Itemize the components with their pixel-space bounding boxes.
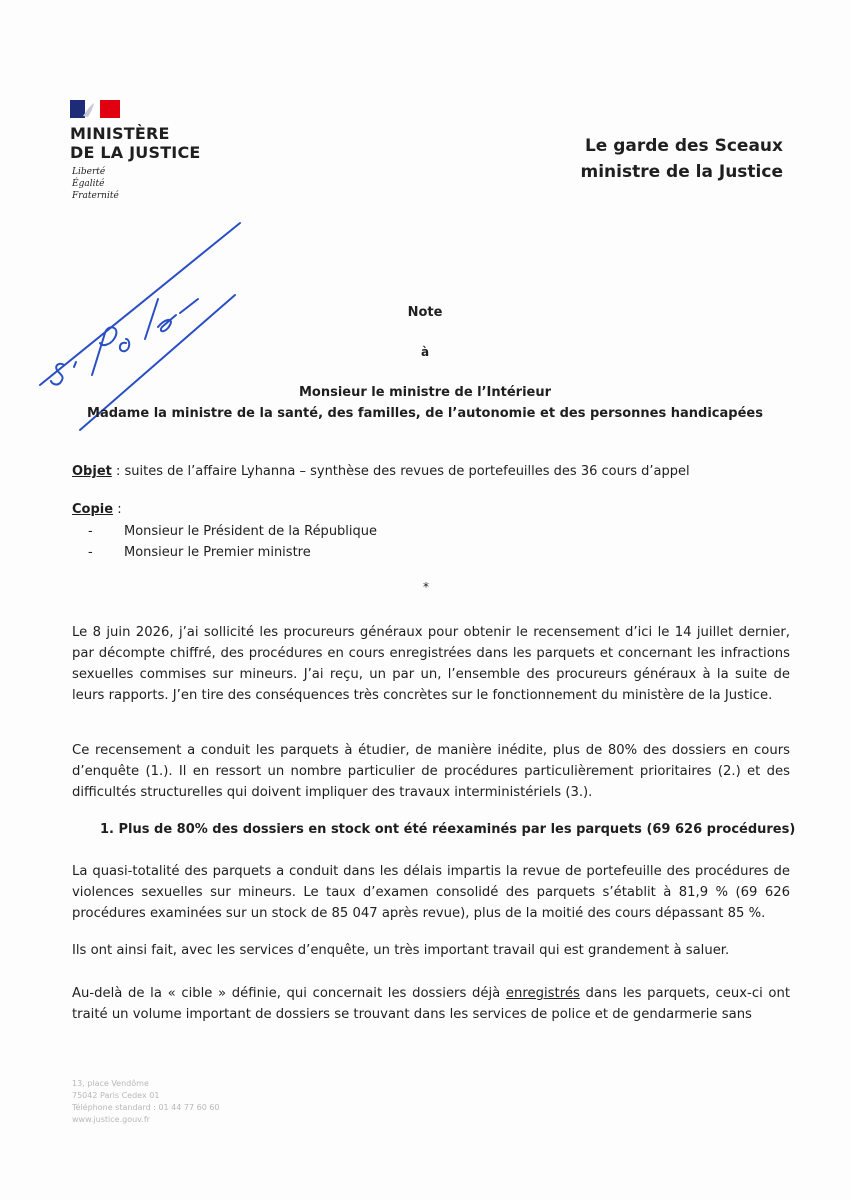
note-to: à	[420, 345, 430, 359]
recipient-interior: Monsieur le ministre de l’Intérieur	[298, 385, 552, 400]
republic-motto	[72, 166, 119, 202]
subject-line	[72, 464, 690, 479]
copy-item-prime-minister: - Monsieur le Premier ministre	[72, 542, 377, 563]
paragraph-2: Ce recensement a conduit les parquets à étudier, de manière inédite, plus de 80% des dossiers en cours d’enquête (1.). Il en ressort un nombre particulier de procédures particulièrement prioritaires (2.) et des difficultés structurelles qui doivent impliquer des travaux interministériels (3.).	[72, 743, 790, 800]
marianne-logo-icon	[70, 100, 120, 118]
paragraph-5-end: dans les parquets, ceux-ci ont traité un volume important de dossiers se trouvant dans les services de police et de gendarmerie sans	[72, 986, 790, 1022]
address-line-3: Téléphone standard : 01 44 77 60 60	[72, 1103, 220, 1112]
motto-liberte: Liberté	[72, 167, 106, 177]
footer-address	[72, 1078, 220, 1126]
ministry-line-2: DE LA JUSTICE	[70, 143, 201, 162]
motto-fraternite: Fraternité	[72, 191, 119, 201]
address-line-2: 75042 Paris Cedex 01	[72, 1091, 160, 1100]
paragraph-5-underlined: enregistrés	[505, 986, 580, 1001]
sender-line-1: Le garde des Sceaux	[584, 136, 783, 156]
paragraph-3: La quasi-totalité des parquets a conduit dans les délais impartis la revue de portefeuille des procédures de violences sexuelles sur mineurs. Le taux d’examen consolidé des parquets s’établit à 81,9 % (69 626 procédures examinées sur un stock de 85 047 après revue), plus de la moitié des cours dépassant 85 %.	[72, 864, 790, 921]
recipient-health: Madame la ministre de la santé, des familles, de l’autonomie et des personnes handicapées	[87, 406, 763, 421]
paragraph-4: Ils ont ainsi fait, avec les services d’enquête, un très important travail qui est grandement à saluer.	[72, 943, 730, 958]
note-title: Note	[407, 305, 443, 320]
sender-line-2: ministre de la Justice	[580, 162, 783, 182]
copy-list	[72, 521, 377, 563]
subject-label: Objet	[72, 464, 112, 479]
copy-block	[72, 502, 377, 563]
separator-asterisk: *	[423, 580, 429, 594]
motto-egalite: Égalité	[72, 179, 105, 189]
copy-suffix: :	[113, 502, 122, 517]
sender-title	[581, 133, 784, 185]
paragraph-5	[72, 983, 790, 1025]
address-line-1: 13, place Vendôme	[72, 1079, 149, 1088]
section-heading-1: 1. Plus de 80% des dossiers en stock ont été réexaminés par les parquets (69 626 procédures)	[100, 822, 796, 837]
website-link[interactable]: www.justice.gouv.fr	[72, 1115, 150, 1124]
ministry-line-1: MINISTÈRE	[70, 124, 170, 143]
copy-label: Copie	[72, 502, 114, 517]
subject-text: : suites de l’affaire Lyhanna – synthèse des revues de portefeuilles des 36 cours d’appel	[111, 464, 690, 479]
paragraph-5-start: Au-delà de la « cible » définie, qui concernait les dossiers déjà	[72, 986, 506, 1001]
paragraph-1: Le 8 juin 2026, j’ai sollicité les procureurs généraux pour obtenir le recensement d’ici le 14 juillet dernier, par décompte chiffré, des procédures en cours enregistrées dans les parquets et concernant les infractions sexuelles commises sur mineurs. J’ai reçu, un par un, l’ensemble des procureurs généraux à la suite de leurs rapports. J’en tire des conséquences très concrètes sur le fonctionnement du ministère de la Justice.	[72, 625, 790, 703]
copy-item-president: - Monsieur le Président de la République	[72, 521, 377, 542]
ministry-name	[70, 124, 201, 162]
